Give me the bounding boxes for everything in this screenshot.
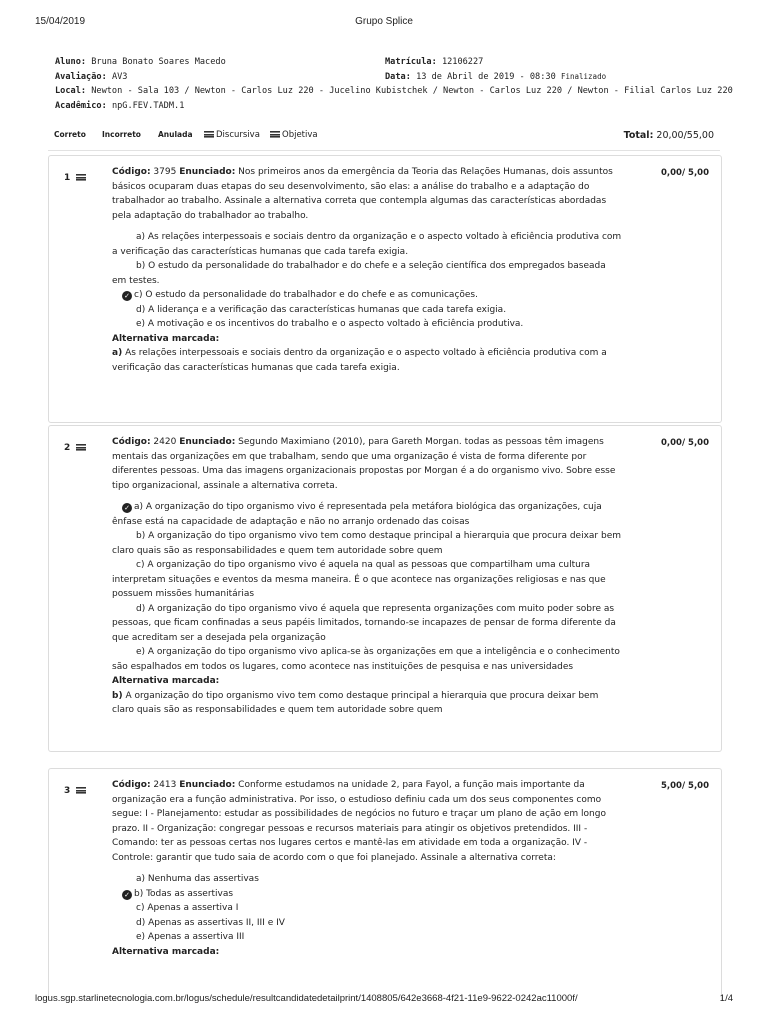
total-score xyxy=(624,130,714,141)
options-list xyxy=(112,500,622,674)
option-d: d) A organização do tipo organismo vivo é aquela que representa organizações com muito poder sobre as pessoas, que ficam confinadas a seus papéis limitados, tornando-se incapazes de pensar de forma diferente da que acreditam ser a desejada pela organização xyxy=(112,603,616,643)
codigo-value: 2413 xyxy=(153,780,177,790)
question-number xyxy=(64,786,104,796)
filter-tabs xyxy=(54,130,714,144)
status-text: Finalizado xyxy=(560,71,607,81)
data-value: 13 de Abril de 2019 - 08:30 xyxy=(416,71,556,82)
marked-letter: b) xyxy=(112,690,123,701)
academico-value: npG.FEV.TADM.1 xyxy=(111,100,185,111)
local-label: Local: xyxy=(55,86,87,96)
list-icon xyxy=(204,131,214,138)
list-icon[interactable] xyxy=(76,787,86,794)
tab-incorreto[interactable]: Incorreto xyxy=(102,130,141,139)
question-card xyxy=(48,768,722,1001)
options-list xyxy=(112,230,622,332)
enunciado-text: Nos primeiros anos da emergência da Teoria das Relações Humanas, dois assuntos básicos ocuparam duas etapas do seu desenvolvimento, são elas: a análise do trabalho e a adaptação do trabalhador ao trabalho. Assinale a alternativa correta que contempla algumas das características abordadas pela adaptação do trabalhador ao trabalho. xyxy=(112,167,613,221)
option-b: b) O estudo da personalidade do trabalhador e do chefe e a seleção científica dos empregados baseada em testes. xyxy=(112,261,606,286)
question-body xyxy=(112,778,622,959)
marked-answer xyxy=(112,346,622,375)
option-c-text: c) O estudo da personalidade do trabalhador e do chefe e as comunicações. xyxy=(134,290,478,300)
question-stem xyxy=(112,165,622,223)
tab-discursiva-label: Discursiva xyxy=(216,130,260,140)
avaliacao-label: Avaliação: xyxy=(55,71,107,82)
enunciado-label: Enunciado: xyxy=(179,437,236,447)
question-number xyxy=(64,443,104,453)
print-title: Grupo Splice xyxy=(355,16,413,27)
option-e: e) A organização do tipo organismo vivo aplica-se às organizações em que a inteligência e o conhecimento são espalhados em todos os lugares, como acontece nas instituições de pesquisa e nas universidades xyxy=(112,647,620,672)
marked-title: Alternativa marcada: xyxy=(112,946,220,957)
divider xyxy=(48,150,720,151)
question-score: 5,00/ 5,00 xyxy=(661,781,710,791)
print-header xyxy=(0,16,768,30)
page-url: logus.sgp.starlinetecnologia.com.br/logus/schedule/resultcandidatedetailprint/1408805/642e3668-4f21-11e9-9622-0242ac11000f/ xyxy=(35,993,578,1004)
question-number-text: 3 xyxy=(64,786,71,796)
marked-answer-text: A organização do tipo organismo vivo tem como destaque principal a hierarquia que procura deixar bem claro quais são as responsabilidades e quem tem autoridade sobre quem xyxy=(112,690,599,715)
enunciado-label: Enunciado: xyxy=(179,167,236,177)
option-c xyxy=(112,288,622,303)
local-value: Newton - Sala 103 / Newton - Carlos Luz 220 - Jucelino Kubistchek / Newton - Carlos Luz 220 / Newton - Filial Carlos Luz 220 xyxy=(91,86,733,96)
avaliacao-value: AV3 xyxy=(111,71,128,82)
options-list xyxy=(112,872,622,945)
total-label: Total: xyxy=(623,130,654,141)
question-body xyxy=(112,435,622,718)
check-circle-icon: ✓ xyxy=(122,890,132,900)
marked-letter: a) xyxy=(112,348,123,358)
codigo-label: Código: xyxy=(112,780,151,790)
option-d: d) Apenas as assertivas II, III e IV xyxy=(136,917,285,928)
option-c: c) Apenas a assertiva I xyxy=(136,903,239,913)
option-a: a) As relações interpessoais e sociais dentro da organização e o aspecto voltado à eficiência produtiva com a verificação das características humanas que cada tarefa exigia. xyxy=(112,232,622,257)
info-row-aluno xyxy=(55,55,745,70)
codigo-label: Código: xyxy=(112,437,151,447)
tab-correto[interactable]: Correto xyxy=(54,130,86,139)
list-icon xyxy=(270,131,280,138)
question-stem xyxy=(112,778,622,865)
info-row-academico xyxy=(55,99,745,114)
list-icon[interactable] xyxy=(76,444,86,451)
marked-title: Alternativa marcada: xyxy=(112,333,220,344)
aluno-label: Aluno: xyxy=(55,57,87,67)
option-a: a) Nenhuma das assertivas xyxy=(136,874,259,884)
option-d: d) A liderança e a verificação das características humanas que cada tarefa exigia. xyxy=(136,304,507,315)
option-c: c) A organização do tipo organismo vivo é aquela na qual as pessoas que compartilham uma cultura interpretam situações e eventos da mesma maneira. É o que acontece nas organizações religiosas e nas que possuem missões humanitárias xyxy=(112,560,606,599)
info-row-avaliacao xyxy=(55,70,745,85)
check-circle-icon: ✓ xyxy=(122,503,132,513)
question-score: 0,00/ 5,00 xyxy=(661,438,710,448)
info-row-local xyxy=(55,84,745,99)
marked-answer-text: As relações interpessoais e sociais dentro da organização e o aspecto voltado à eficiência produtiva com a verificação das características humanas que cada tarefa exigia. xyxy=(112,348,607,373)
matricula-label: Matrícula: xyxy=(385,57,437,67)
tab-objetiva-label: Objetiva xyxy=(282,130,318,140)
tab-objetiva[interactable] xyxy=(270,130,318,140)
tab-discursiva[interactable] xyxy=(204,130,260,140)
codigo-value: 2420 xyxy=(153,437,177,447)
enunciado-label: Enunciado: xyxy=(179,780,236,790)
question-number xyxy=(64,173,104,183)
total-value: 20,00/55,00 xyxy=(656,130,714,141)
option-a-text: a) A organização do tipo organismo vivo é representada pela metáfora biológica das organizações, cuja ênfase está na capacidade de adaptação e não no arranjo ordenado das coisas xyxy=(112,502,602,527)
aluno-value: Bruna Bonato Soares Macedo xyxy=(91,57,226,67)
tab-anulada[interactable]: Anulada xyxy=(158,130,193,139)
matricula xyxy=(385,55,483,70)
codigo-value: 3795 xyxy=(153,167,177,177)
print-footer xyxy=(0,993,768,1007)
option-e: e) Apenas a assertiva III xyxy=(136,932,245,942)
matricula-value: 12106227 xyxy=(441,57,484,67)
question-card xyxy=(48,425,722,752)
option-e: e) A motivação e os incentivos do trabalho e o aspecto voltado à eficiência produtiva. xyxy=(136,319,524,329)
data-label: Data: xyxy=(385,71,411,82)
question-stem xyxy=(112,435,622,493)
exam-date xyxy=(385,70,606,85)
enunciado-text: Segundo Maximiano (2010), para Gareth Morgan. todas as pessoas têm imagens mentais das organizações em que trabalham, sendo que uma organização é vista de forma diferente por diferentes pessoas. Uma das imagens organizacionais propostas por Morgan é a do organismo vivo. Sobre esse tipo organizacional, assinale a alternativa correta. xyxy=(112,437,616,491)
academico-label: Acadêmico: xyxy=(55,100,107,111)
question-card xyxy=(48,155,722,423)
marked-answer xyxy=(112,689,622,718)
check-circle-icon: ✓ xyxy=(122,291,132,301)
student-info xyxy=(55,55,745,113)
list-icon[interactable] xyxy=(76,174,86,181)
codigo-label: Código: xyxy=(112,167,151,177)
question-number-text: 1 xyxy=(64,173,71,183)
option-b xyxy=(112,887,622,902)
marked-title: Alternativa marcada: xyxy=(112,676,220,686)
question-number-text: 2 xyxy=(64,443,71,453)
question-score: 0,00/ 5,00 xyxy=(661,168,710,178)
option-b-text: b) Todas as assertivas xyxy=(134,888,234,899)
option-b: b) A organização do tipo organismo vivo tem como destaque principal a hierarquia que procura deixar bem claro quais são as responsabilidades e quem tem autoridade sobre quem xyxy=(112,531,622,556)
page-number: 1/4 xyxy=(719,993,733,1004)
option-a xyxy=(112,500,622,529)
print-date: 15/04/2019 xyxy=(35,16,86,27)
enunciado-text: Conforme estudamos na unidade 2, para Fayol, a função mais importante da organização era a função administrativa. Por isso, o estudioso definiu cada um dos seus componentes como segue: I - Planejamento: estudar as possibilidades de negócios no futuro e traçar um plano de ação em longo prazo. II - Organização: congregar pessoas e recursos materiais para atingir os objetivos pretendidos. III - Comando: ter as pessoas certas nos lugares certos e mantê-las em atividade em toda a organização. IV - Controle: garantir que tudo saia de acordo com o que foi planejado. Assinale a alternativa correta: xyxy=(112,780,606,863)
question-body xyxy=(112,165,622,375)
